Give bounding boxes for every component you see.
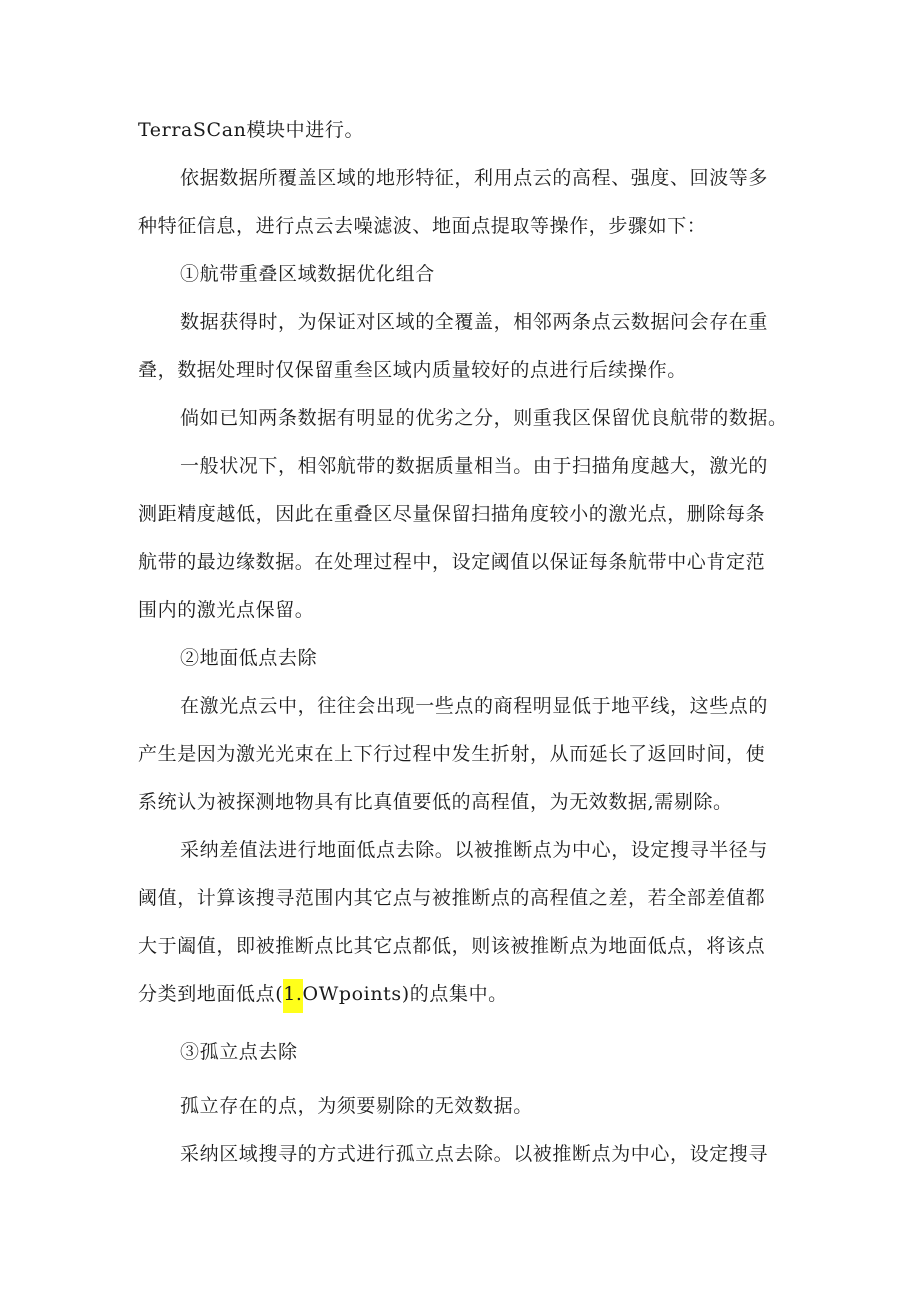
paragraph-line: 孤立存在的点，为须要剔除的无效数据。	[180, 1095, 533, 1117]
paragraph-line: 依据数据所覆盖区域的地形特征，利用点云的高程、强度、回波等多	[180, 167, 769, 189]
paragraph-line: 采纳区域搜寻的方式进行孤立点去除。以被推断点为中心，设定搜寻	[180, 1143, 769, 1165]
paragraph-line: 航带的最边缘数据。在处理过程中，设定阈值以保证每条航带中心肯定范	[138, 551, 766, 573]
section-heading: ①航带重叠区域数据优化组合	[180, 263, 435, 285]
paragraph-line: 倘如已知两条数据有明显的优劣之分，则重我区保留优良航带的数据。	[180, 407, 788, 429]
paragraph-line: TerraSCan模块中进行。	[138, 119, 365, 141]
section-heading: ②地面低点去除	[180, 647, 318, 669]
paragraph-line	[138, 982, 788, 1006]
paragraph-line: 数据获得时，为保证对区域的全覆盖，相邻两条点云数据问会存在重	[180, 311, 769, 333]
text-segment: OWpoints)的点集中。	[302, 983, 508, 1005]
paragraph-line: 种特征信息，进行点云去噪滤波、地面点提取等操作，步骤如下：	[138, 215, 707, 237]
paragraph-line: 系统认为被探测地物具有比真值要低的高程值，为无效数据,需剔除。	[138, 791, 733, 813]
text-segment: 分类到地面低点(	[138, 983, 284, 1005]
paragraph-line: 叠，数据处理时仅保留重叁区域内质量较好的点进行后续操作。	[138, 359, 687, 381]
paragraph-line: 阈值，计算该搜寻范围内其它点与被推断点的高程值之差，若全部差值都	[138, 887, 766, 909]
paragraph-line: 围内的激光点保留。	[138, 599, 315, 621]
paragraph-line: 产生是因为激光光束在上下行过程中发生折射，从而延长了返回时间，使	[138, 743, 766, 765]
paragraph-line: 大于阖值，即被推断点比其它点都低，则该被推断点为地面低点，将该点	[138, 935, 766, 957]
paragraph-line: 一般状况下，相邻航带的数据质量相当。由于扫描角度越大，激光的	[180, 455, 769, 477]
highlighted-text: 1.	[283, 979, 302, 1013]
paragraph-line: 在激光点云中，往往会出现一些点的商程明显低于地平线，这些点的	[180, 695, 769, 717]
section-heading: ③孤立点去除	[180, 1041, 298, 1063]
paragraph-line: 测距精度越低，因此在重叠区尽量保留扫描角度较小的激光点，删除每条	[138, 503, 766, 525]
paragraph-line: 采纳差值法进行地面低点去除。以被推断点为中心，设定搜寻半径与	[180, 839, 769, 861]
